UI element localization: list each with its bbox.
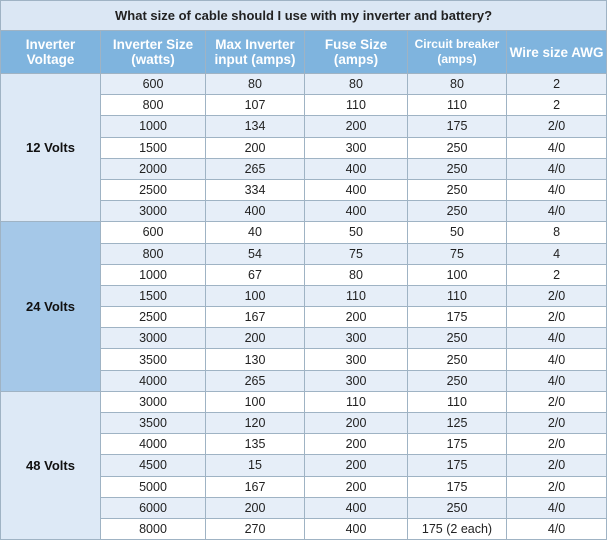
cell-max-input: 400 [206, 201, 305, 222]
cell-wire-size: 4/0 [507, 518, 607, 539]
voltage-group-label: 24 Volts [1, 222, 101, 392]
cell-inverter-size: 800 [101, 95, 206, 116]
cell-max-input: 67 [206, 264, 305, 285]
cell-inverter-size: 600 [101, 222, 206, 243]
header-wire-size: Wire size AWG [507, 31, 607, 74]
cell-inverter-size: 2500 [101, 307, 206, 328]
cell-max-input: 200 [206, 137, 305, 158]
cell-circuit-breaker: 175 [408, 307, 507, 328]
cell-max-input: 167 [206, 307, 305, 328]
cell-fuse-size: 400 [305, 518, 408, 539]
title-row [1, 1, 607, 31]
cell-inverter-size: 2500 [101, 179, 206, 200]
cell-fuse-size: 200 [305, 434, 408, 455]
cell-max-input: 15 [206, 455, 305, 476]
cell-circuit-breaker: 250 [408, 158, 507, 179]
cell-inverter-size: 800 [101, 243, 206, 264]
cell-max-input: 80 [206, 74, 305, 95]
cell-max-input: 40 [206, 222, 305, 243]
cell-circuit-breaker: 110 [408, 95, 507, 116]
header-circuit-breaker: Circuit breaker (amps) [408, 31, 507, 74]
cell-fuse-size: 200 [305, 116, 408, 137]
cell-max-input: 100 [206, 285, 305, 306]
cell-inverter-size: 600 [101, 74, 206, 95]
cell-inverter-size: 3000 [101, 201, 206, 222]
cell-max-input: 135 [206, 434, 305, 455]
cell-fuse-size: 300 [305, 328, 408, 349]
cell-circuit-breaker: 175 [408, 116, 507, 137]
cell-wire-size: 4/0 [507, 179, 607, 200]
cell-max-input: 130 [206, 349, 305, 370]
header-fuse-size: Fuse Size (amps) [305, 31, 408, 74]
cell-max-input: 200 [206, 497, 305, 518]
cell-fuse-size: 110 [305, 285, 408, 306]
cell-wire-size: 2/0 [507, 307, 607, 328]
cell-wire-size: 8 [507, 222, 607, 243]
voltage-group-label: 12 Volts [1, 74, 101, 222]
cell-max-input: 54 [206, 243, 305, 264]
cell-wire-size: 4/0 [507, 497, 607, 518]
cell-circuit-breaker: 250 [408, 370, 507, 391]
cell-fuse-size: 80 [305, 74, 408, 95]
cell-fuse-size: 300 [305, 137, 408, 158]
cell-circuit-breaker: 100 [408, 264, 507, 285]
cell-wire-size: 4/0 [507, 158, 607, 179]
cell-max-input: 265 [206, 370, 305, 391]
cell-circuit-breaker: 175 (2 each) [408, 518, 507, 539]
header-row [1, 31, 607, 74]
cell-circuit-breaker: 250 [408, 137, 507, 158]
cell-circuit-breaker: 125 [408, 413, 507, 434]
cell-inverter-size: 1000 [101, 116, 206, 137]
cell-wire-size: 2/0 [507, 455, 607, 476]
cell-max-input: 120 [206, 413, 305, 434]
cell-inverter-size: 3500 [101, 413, 206, 434]
cell-fuse-size: 200 [305, 413, 408, 434]
cell-wire-size: 2/0 [507, 391, 607, 412]
cell-circuit-breaker: 250 [408, 497, 507, 518]
cell-fuse-size: 50 [305, 222, 408, 243]
table-title: What size of cable should I use with my inverter and battery? [1, 1, 607, 31]
table-row [1, 222, 607, 243]
cell-wire-size: 4/0 [507, 370, 607, 391]
cell-fuse-size: 200 [305, 455, 408, 476]
cell-circuit-breaker: 250 [408, 328, 507, 349]
cell-circuit-breaker: 175 [408, 455, 507, 476]
cell-circuit-breaker: 250 [408, 349, 507, 370]
cell-wire-size: 4/0 [507, 328, 607, 349]
cell-max-input: 334 [206, 179, 305, 200]
cell-wire-size: 4/0 [507, 201, 607, 222]
cell-circuit-breaker: 175 [408, 434, 507, 455]
cell-circuit-breaker: 175 [408, 476, 507, 497]
voltage-group-label: 48 Volts [1, 391, 101, 539]
table-row [1, 391, 607, 412]
cell-inverter-size: 3000 [101, 328, 206, 349]
cell-max-input: 270 [206, 518, 305, 539]
cell-max-input: 134 [206, 116, 305, 137]
cell-inverter-size: 5000 [101, 476, 206, 497]
cell-wire-size: 4 [507, 243, 607, 264]
cell-fuse-size: 400 [305, 497, 408, 518]
cell-circuit-breaker: 80 [408, 74, 507, 95]
cell-fuse-size: 400 [305, 201, 408, 222]
cell-inverter-size: 8000 [101, 518, 206, 539]
cell-max-input: 200 [206, 328, 305, 349]
cell-inverter-size: 1000 [101, 264, 206, 285]
cell-circuit-breaker: 110 [408, 285, 507, 306]
table-row [1, 74, 607, 95]
cell-wire-size: 2 [507, 95, 607, 116]
cell-fuse-size: 400 [305, 158, 408, 179]
header-voltage: Inverter Voltage [1, 31, 101, 74]
cell-wire-size: 2/0 [507, 434, 607, 455]
cell-inverter-size: 1500 [101, 285, 206, 306]
cell-fuse-size: 300 [305, 349, 408, 370]
cell-inverter-size: 1500 [101, 137, 206, 158]
cell-inverter-size: 4000 [101, 434, 206, 455]
cell-fuse-size: 200 [305, 476, 408, 497]
cell-inverter-size: 4000 [101, 370, 206, 391]
cell-max-input: 100 [206, 391, 305, 412]
cell-fuse-size: 80 [305, 264, 408, 285]
cell-fuse-size: 300 [305, 370, 408, 391]
cell-max-input: 107 [206, 95, 305, 116]
cell-inverter-size: 3500 [101, 349, 206, 370]
cell-wire-size: 2 [507, 264, 607, 285]
cell-wire-size: 2/0 [507, 476, 607, 497]
cell-wire-size: 4/0 [507, 349, 607, 370]
cell-wire-size: 2/0 [507, 413, 607, 434]
cell-max-input: 265 [206, 158, 305, 179]
cell-inverter-size: 3000 [101, 391, 206, 412]
cell-fuse-size: 400 [305, 179, 408, 200]
cell-fuse-size: 110 [305, 391, 408, 412]
header-max-input: Max Inverter input (amps) [206, 31, 305, 74]
header-inverter-size: Inverter Size (watts) [101, 31, 206, 74]
cell-inverter-size: 4500 [101, 455, 206, 476]
cell-inverter-size: 6000 [101, 497, 206, 518]
cell-circuit-breaker: 50 [408, 222, 507, 243]
cell-circuit-breaker: 75 [408, 243, 507, 264]
cell-circuit-breaker: 250 [408, 179, 507, 200]
cell-wire-size: 2/0 [507, 116, 607, 137]
cell-fuse-size: 75 [305, 243, 408, 264]
cell-circuit-breaker: 110 [408, 391, 507, 412]
cell-circuit-breaker: 250 [408, 201, 507, 222]
cell-wire-size: 2 [507, 74, 607, 95]
cell-max-input: 167 [206, 476, 305, 497]
cell-inverter-size: 2000 [101, 158, 206, 179]
cell-wire-size: 4/0 [507, 137, 607, 158]
cell-fuse-size: 200 [305, 307, 408, 328]
cell-wire-size: 2/0 [507, 285, 607, 306]
cell-fuse-size: 110 [305, 95, 408, 116]
